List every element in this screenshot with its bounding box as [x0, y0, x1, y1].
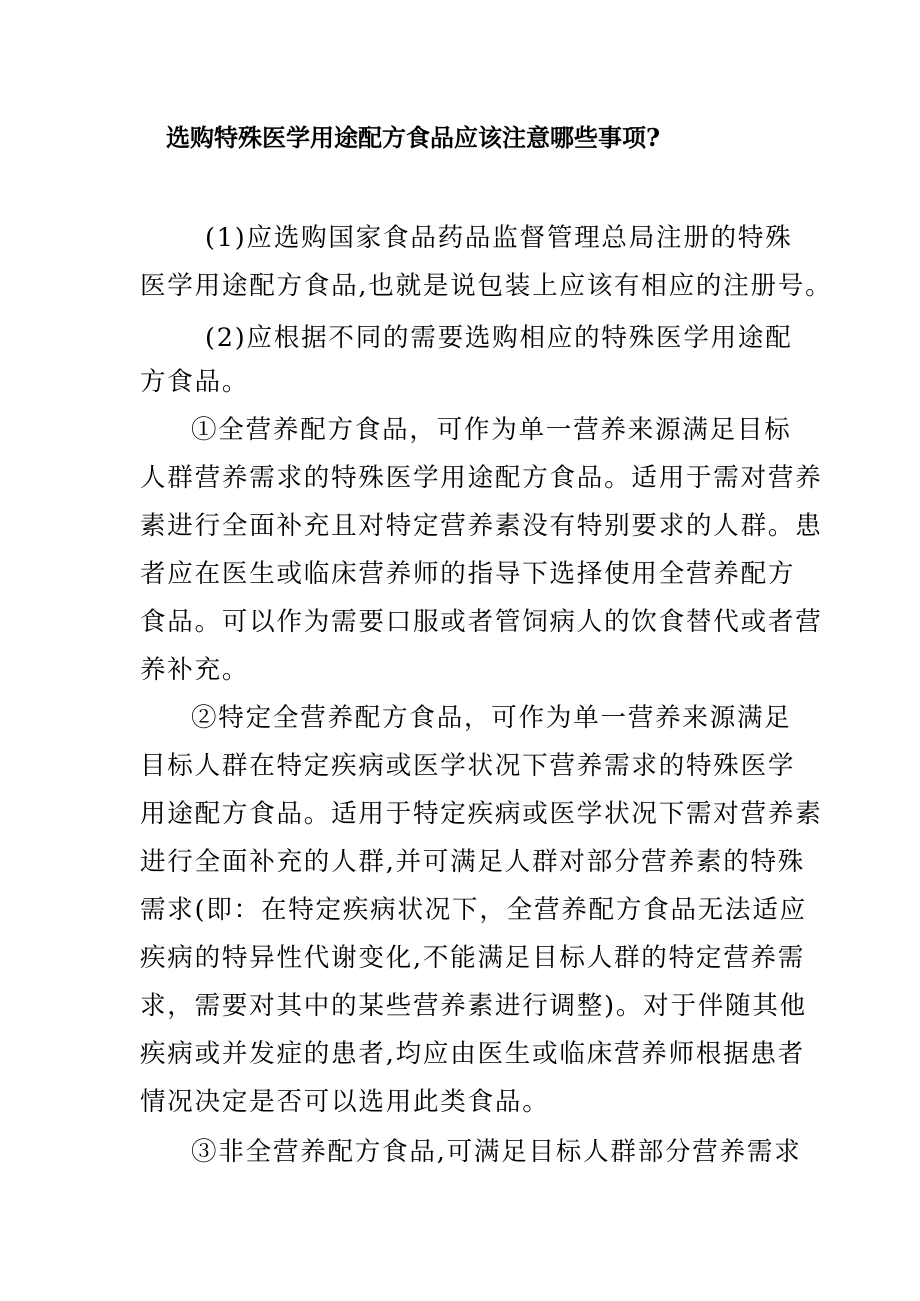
- paragraph-line: ②特定全营养配方食品，可作为单一营养来源满足: [191, 703, 792, 733]
- paragraph-line: 求，需要对其中的某些营养素进行调整)。对于伴随其他: [140, 991, 807, 1021]
- paragraph-line: 食品。可以作为需要口服或者管饲病人的饮食替代或者营: [140, 607, 823, 637]
- paragraph-line: 者应在医生或临床营养师的指导下选择使用全营养配方: [140, 559, 796, 589]
- paragraph-line: 方食品。: [140, 367, 250, 397]
- paragraph-line: 疾病或并发症的患者,均应由医生或临床营养师根据患者: [140, 1039, 806, 1069]
- paragraph-line: 需求(即：在特定疾病状况下，全营养配方食品无法适应: [140, 895, 807, 925]
- paragraph-line: 人群营养需求的特殊医学用途配方食品。适用于需对营养: [140, 463, 823, 493]
- paragraph-line: 情况决定是否可以选用此类食品。: [140, 1087, 550, 1117]
- paragraph-line: 用途配方食品。适用于特定疾病或医学状况下需对营养素: [140, 799, 823, 829]
- paragraph-line: 目标人群在特定疾病或医学状况下营养需求的特殊医学: [140, 751, 796, 781]
- paragraph-line: 养补充。: [140, 655, 250, 685]
- paragraph-line: ③非全营养配方食品,可满足目标人群部分营养需求: [191, 1137, 802, 1167]
- paragraph-line: (2)应根据不同的需要选购相应的特殊医学用途配: [205, 323, 793, 353]
- paragraph-line: 进行全面补充的人群,并可满足人群对部分营养素的特殊: [140, 847, 806, 877]
- paragraph-line: 医学用途配方食品,也就是说包装上应该有相应的注册号。: [140, 271, 833, 301]
- paragraph-line: ①全营养配方食品，可作为单一营养来源满足目标: [191, 415, 792, 445]
- paragraph-line: (1)应选购国家食品药品监督管理总局注册的特殊: [205, 223, 793, 253]
- document-title: 选购特殊医学用途配方食品应该注意哪些事项?: [166, 123, 661, 152]
- paragraph-line: 素进行全面补充且对特定营养素没有特别要求的人群。患: [140, 511, 823, 541]
- paragraph-line: 疾病的特异性代谢变化,不能满足目标人群的特定营养需: [140, 943, 806, 973]
